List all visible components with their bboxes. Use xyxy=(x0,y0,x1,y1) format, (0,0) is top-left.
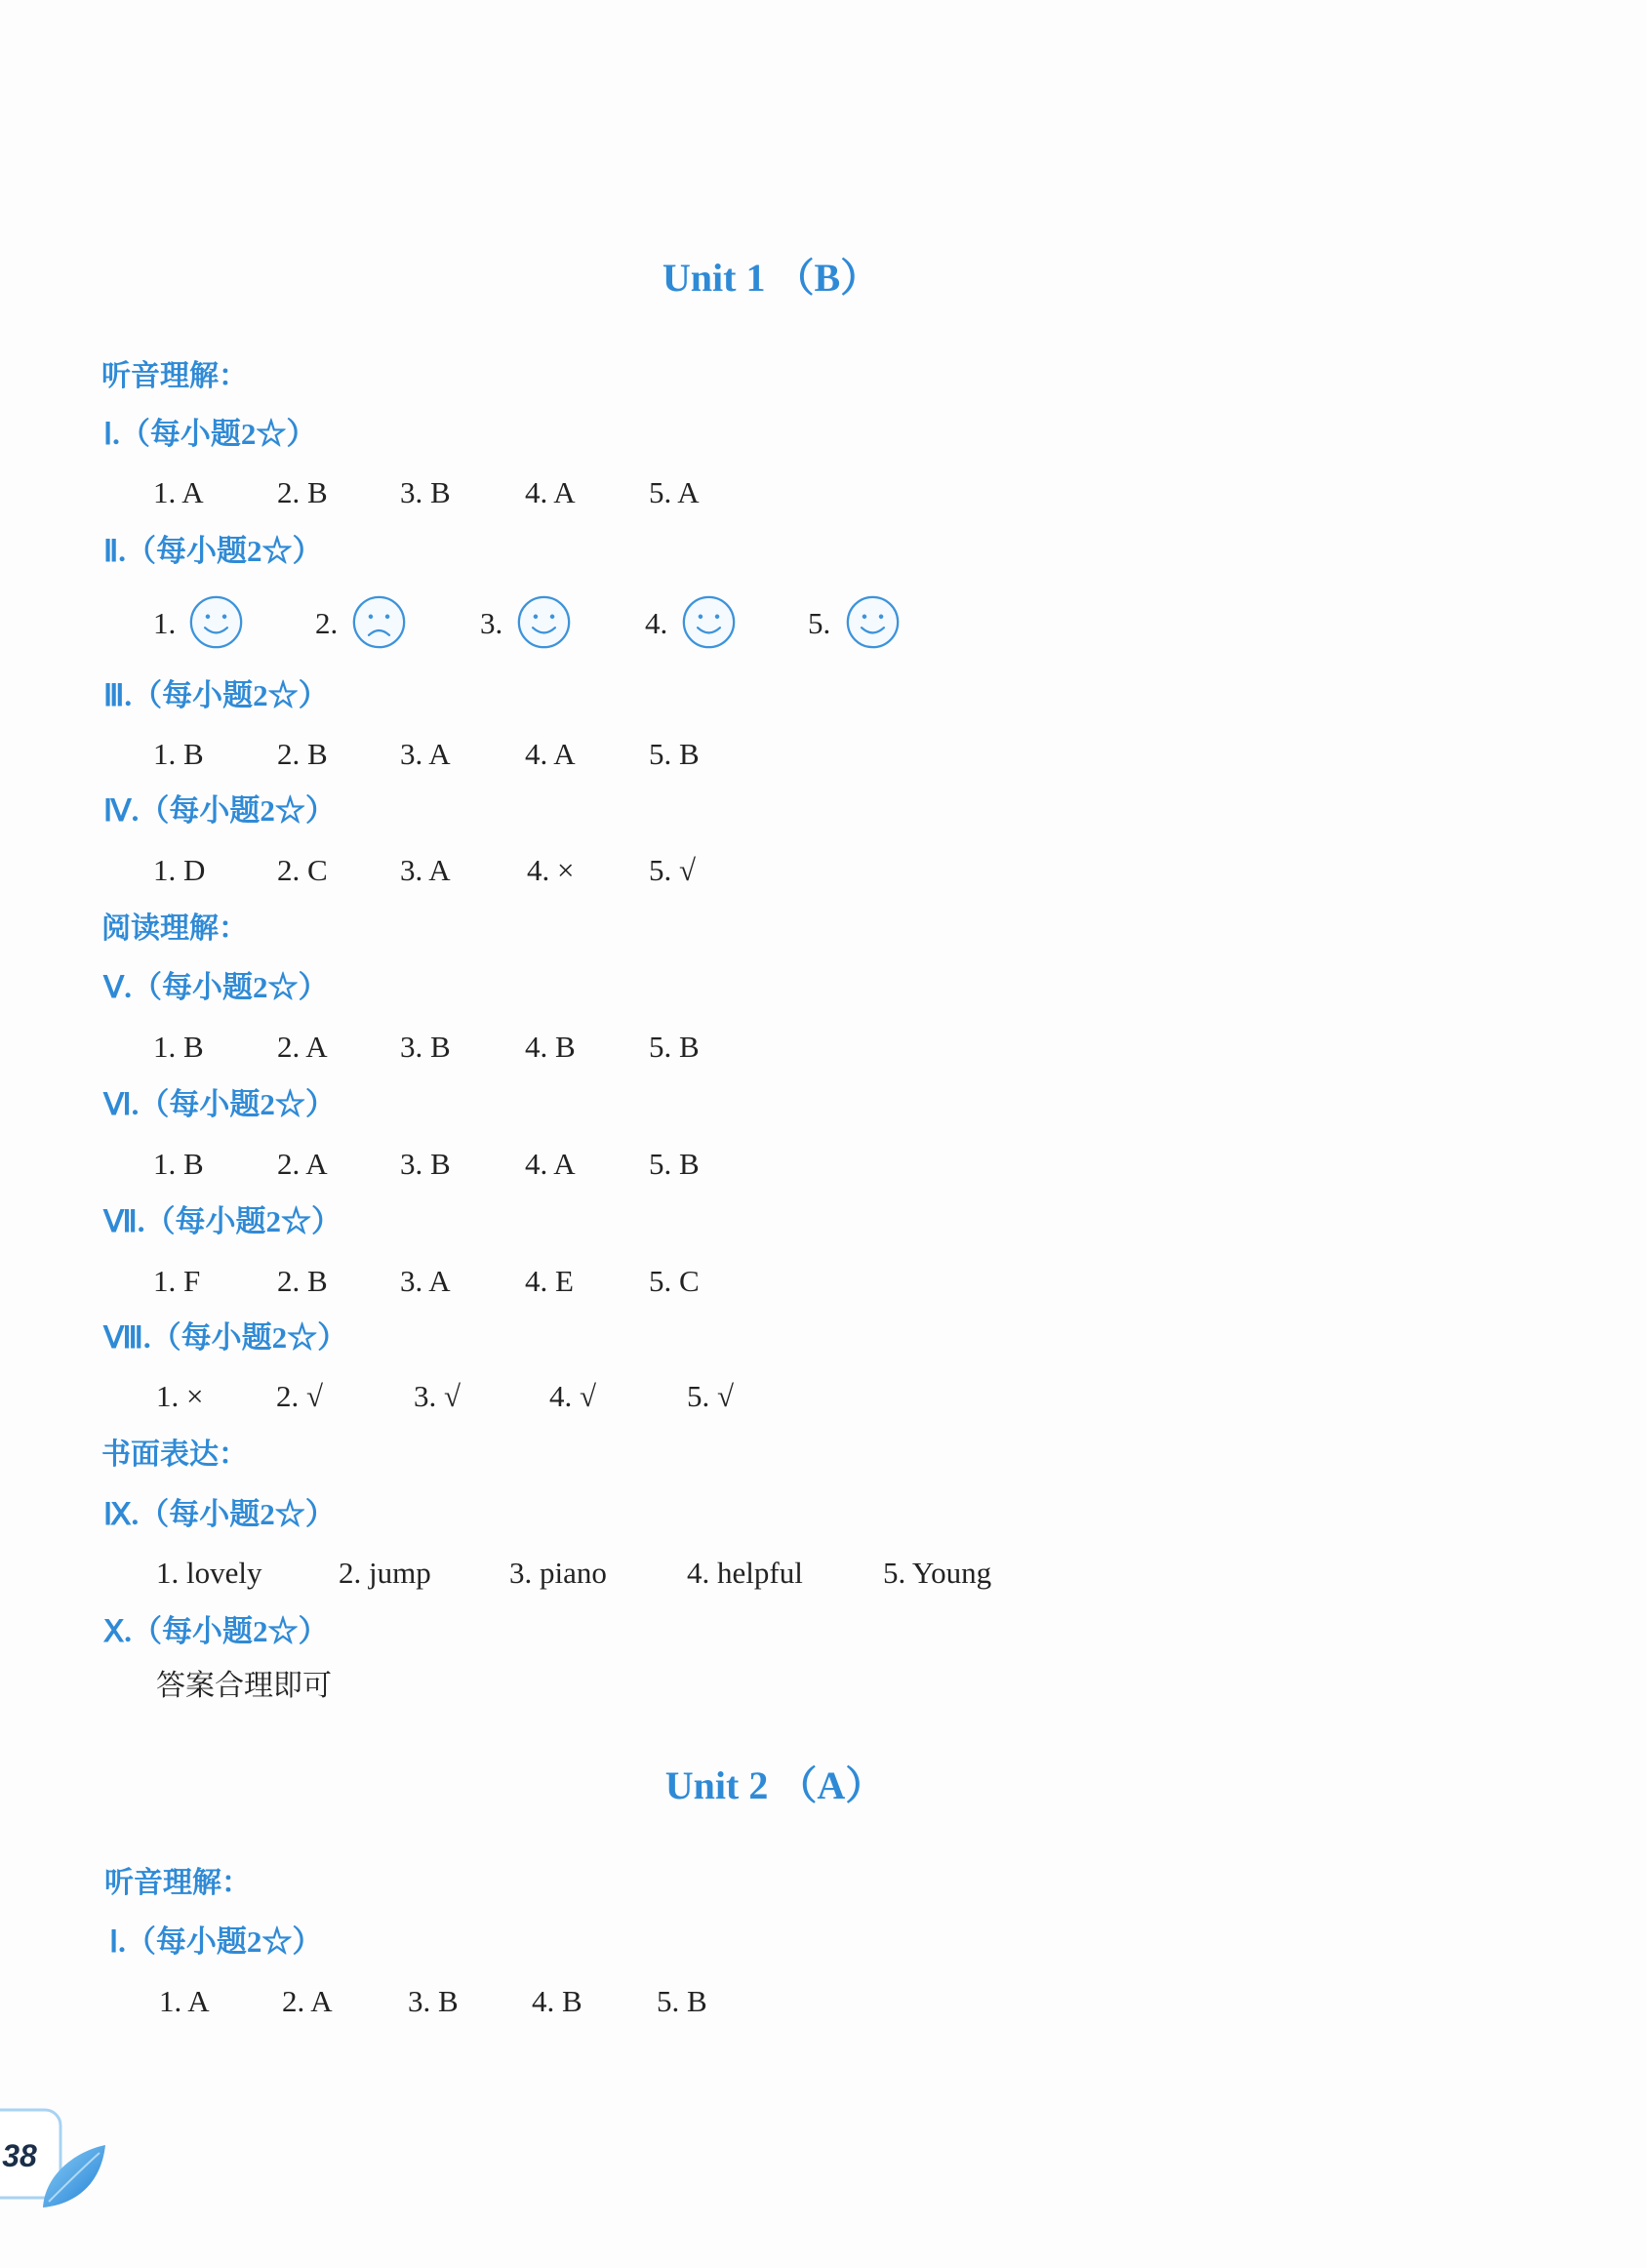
answer-row-1 xyxy=(0,477,1646,510)
answer-item: 2. jump xyxy=(339,1556,431,1590)
smiling-face-icon xyxy=(845,594,901,650)
answer-item: 5. A xyxy=(649,475,700,509)
unit-2-section-label-1: Ⅰ.（每小题2☆） xyxy=(109,1924,323,1959)
answer-item: 5. B xyxy=(657,1984,707,2018)
answer-row-7 xyxy=(0,1266,1646,1299)
section-label-9: Ⅸ.（每小题2☆） xyxy=(103,1497,336,1531)
page-number-badge xyxy=(0,2104,109,2213)
section-label-1: Ⅰ.（每小题2☆） xyxy=(103,417,317,451)
answer-row-8 xyxy=(0,1381,1646,1414)
smiling-face-icon xyxy=(681,594,737,650)
unit-1-title: Unit 1 （B） xyxy=(662,256,880,300)
answer-item: 1. B xyxy=(153,1030,204,1064)
answer-item: 2. B xyxy=(277,475,328,509)
answer-row-4 xyxy=(0,855,1646,888)
unit-2-title: Unit 2 （A） xyxy=(664,1763,885,1807)
answer-item: 3. A xyxy=(400,737,451,771)
answer-item: 1. A xyxy=(153,475,204,509)
answer-item: 5. B xyxy=(649,737,700,771)
answer-item: 4. B xyxy=(525,1030,576,1064)
answer-number: 2. xyxy=(315,606,339,640)
listening-heading: 听音理解： xyxy=(104,1866,251,1900)
reading-heading: 阅读理解： xyxy=(101,911,248,946)
answer-item: 5. √ xyxy=(649,853,697,887)
section-label-7: Ⅶ.（每小题2☆） xyxy=(103,1204,341,1238)
answer-item: 2. A xyxy=(277,1147,328,1181)
answer-item: 3. B xyxy=(408,1984,459,2018)
answer-row-9 xyxy=(0,1558,1646,1591)
answer-item: 1. A xyxy=(159,1984,210,2018)
answer-item: 1. B xyxy=(153,1147,204,1181)
unit-2-answer-row-1 xyxy=(0,1986,1646,2019)
answer-item: 3. piano xyxy=(509,1556,607,1590)
page-number: 38 xyxy=(2,2138,37,2173)
answer-item: 1. F xyxy=(153,1264,201,1298)
open-answer-note: 答案合理即可 xyxy=(156,1669,332,1703)
answer-item: 5. B xyxy=(649,1030,700,1064)
answer-item: 4. A xyxy=(525,475,576,509)
answer-item: 1. lovely xyxy=(156,1556,262,1590)
answer-number: 1. xyxy=(153,606,177,640)
answer-number: 4. xyxy=(645,606,668,640)
answer-item: 3. B xyxy=(400,1147,451,1181)
answer-item: 2. B xyxy=(277,737,328,771)
answer-item: 5. C xyxy=(649,1264,700,1298)
answer-item: 2. √ xyxy=(276,1379,324,1413)
answer-item: 4. A xyxy=(525,1147,576,1181)
section-label-6: Ⅵ.（每小题2☆） xyxy=(103,1087,336,1121)
section-label-10: Ⅹ.（每小题2☆） xyxy=(103,1614,329,1648)
answer-item: 4. √ xyxy=(549,1379,597,1413)
section-label-2: Ⅱ.（每小题2☆） xyxy=(103,534,323,568)
sad-face-icon xyxy=(351,594,407,650)
answer-item: 3. B xyxy=(400,475,451,509)
answer-item: 5. √ xyxy=(687,1379,735,1413)
answer-item: 3. A xyxy=(400,1264,451,1298)
writing-heading: 书面表达： xyxy=(101,1438,248,1472)
answer-item: 4. E xyxy=(525,1264,574,1298)
answer-item: 2. A xyxy=(277,1030,328,1064)
answer-item: 3. A xyxy=(400,853,451,887)
section-label-8: Ⅷ.（每小题2☆） xyxy=(103,1320,348,1355)
answer-item: 1. × xyxy=(156,1379,204,1413)
section-label-4: Ⅳ.（每小题2☆） xyxy=(103,793,336,828)
smiling-face-icon xyxy=(516,594,572,650)
answer-item: 5. B xyxy=(649,1147,700,1181)
answer-row-6 xyxy=(0,1149,1646,1182)
section-label-3: Ⅲ.（每小题2☆） xyxy=(103,678,329,712)
answer-row-3 xyxy=(0,739,1646,772)
face-answer-row xyxy=(0,594,1646,653)
answer-item: 4. B xyxy=(532,1984,582,2018)
answer-item: 3. √ xyxy=(414,1379,462,1413)
smiling-face-icon xyxy=(188,594,244,650)
answer-item: 1. B xyxy=(153,737,204,771)
answer-item: 4. × xyxy=(527,853,575,887)
listening-heading: 听音理解： xyxy=(101,359,248,393)
answer-item: 4. helpful xyxy=(687,1556,803,1590)
answer-item: 3. B xyxy=(400,1030,451,1064)
answer-item: 2. A xyxy=(282,1984,333,2018)
answer-item: 1. D xyxy=(153,853,206,887)
section-label-5: Ⅴ.（每小题2☆） xyxy=(103,970,329,1004)
answer-item: 5. Young xyxy=(883,1556,992,1590)
answer-item: 4. A xyxy=(525,737,576,771)
answer-row-5 xyxy=(0,1032,1646,1065)
answer-number: 5. xyxy=(808,606,831,640)
answer-number: 3. xyxy=(480,606,503,640)
answer-item: 2. C xyxy=(277,853,328,887)
answer-item: 2. B xyxy=(277,1264,328,1298)
